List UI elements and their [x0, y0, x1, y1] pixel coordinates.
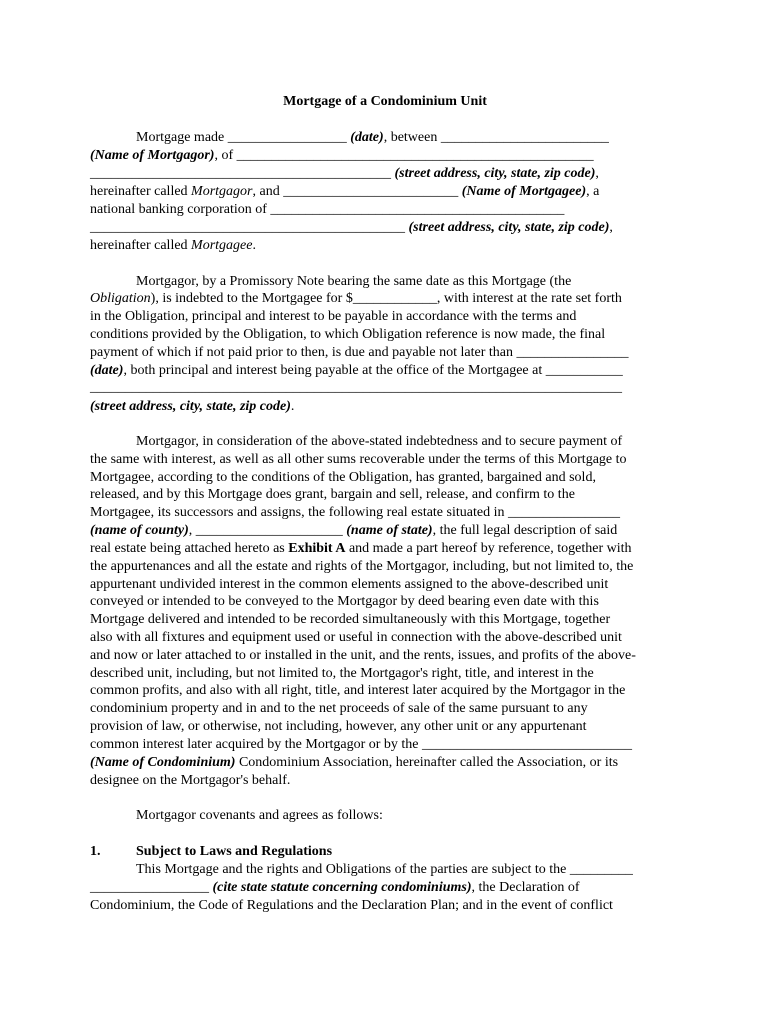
p3-line-17: provision of law, or otherwise, not including, however, any other unit or any appurtenant — [90, 719, 587, 734]
p3-line-7: real estate being attached hereto as Exhibit A and made a part hereof by reference, together with — [90, 541, 632, 556]
p2-line-6: (date), both principal and interest being payable at the office of the Mortgagee at ___________ — [90, 363, 623, 378]
p3-line-10: conveyed or intended to be conveyed to the Mortgagor by deed bearing even date with this — [90, 594, 599, 609]
p1-line-7: hereinafter called Mortgagee. — [90, 238, 256, 253]
p3-line-18: common interest later acquired by the Mortgagor or by the ______________________________ — [90, 737, 633, 752]
p3-line-13: and now or later attached to or installed in the unit, and the rents, issues, and profits of the above- — [90, 648, 636, 663]
p2-line-5: payment of which if not paid prior to then, is due and payable not later than ________________ — [90, 345, 629, 360]
p3-line-2: the same with interest, as well as all other sums recoverable under the terms of this Mortgage to — [90, 452, 627, 467]
p3-line-15: common profits, and also with all right, title, and interest later acquired by the Mortgagor in the — [90, 683, 626, 698]
p3-line-19: (Name of Condominium) Condominium Association, hereinafter called the Association, or its — [90, 755, 619, 770]
p2-line-3: in the Obligation, principal and interest to be payable in accordance with the terms and — [90, 309, 577, 324]
p1-line-2: (Name of Mortgagor), of ___________________________________________________ — [90, 148, 594, 163]
p3-line-11: Mortgage delivered and intended to be recorded simultaneously with this Mortgage, together — [90, 612, 611, 627]
p3-line-9: appurtenant undivided interest in the common elements assigned to the above-described unit — [90, 577, 609, 592]
p2-line-2: Obligation), is indebted to the Mortgagee for $____________, with interest at the rate set forth — [90, 291, 622, 306]
p3-line-6: (name of county), _____________________ (name of state), the full legal description of said — [90, 523, 618, 538]
p4-line-1: Mortgagor covenants and agrees as follows: — [136, 808, 383, 823]
p3-line-1: Mortgagor, in consideration of the above-stated indebtedness and to secure payment of — [136, 434, 623, 449]
section-1-line-3: Condominium, the Code of Regulations and the Declaration Plan; and in the event of conflict — [90, 898, 613, 913]
p3-line-12: also with all fixtures and equipment used or useful in connection with the above-described unit — [90, 630, 622, 645]
p3-line-14: described unit, including, but not limited to, the Mortgagor's right, title, and interest in the — [90, 666, 594, 681]
p2-line-7: ____________________________________________________________________________ — [90, 380, 622, 395]
p1-line-4: hereinafter called Mortgagor, and _________________________ (Name of Mortgagee), a — [90, 184, 600, 199]
p1-line-6: _____________________________________________ (street address, city, state, zip code), — [90, 220, 613, 235]
p3-line-20: designee on the Mortgagor's behalf. — [90, 773, 291, 788]
section-1-line-1: This Mortgage and the rights and Obligations of the parties are subject to the _________ — [136, 862, 633, 877]
p2-line-8: (street address, city, state, zip code). — [90, 399, 295, 414]
section-1-heading: Subject to Laws and Regulations — [136, 844, 333, 859]
p3-line-8: the appurtenances and all the estate and rights of the Mortgagor, including, but not limited to, the — [90, 559, 634, 574]
p1-line-3: ___________________________________________ (street address, city, state, zip code), — [90, 166, 599, 181]
p3-line-5: Mortgagee, its successors and assigns, the following real estate situated in ________________ — [90, 505, 620, 520]
p2-line-4: conditions provided by the Obligation, to which Obligation reference is now made, the final — [90, 327, 606, 342]
document-title: Mortgage of a Condominium Unit — [283, 94, 487, 109]
p3-line-4: released, and by this Mortgage does grant, bargain and sell, release, and confirm to the — [90, 487, 575, 502]
p3-line-3: Mortgagee, according to the conditions of the Obligation, has granted, bargained and sold, — [90, 470, 596, 485]
p2-line-1: Mortgagor, by a Promissory Note bearing the same date as this Mortgage (the — [136, 274, 572, 289]
section-1-number: 1. — [90, 844, 101, 859]
p1-line-1: Mortgage made _________________ (date), between ________________________ — [136, 130, 609, 145]
p3-line-16: condominium property and in and to the net proceeds of sale of the same pursuant to any — [90, 701, 588, 716]
p1-line-5: national banking corporation of __________________________________________ — [90, 202, 565, 217]
section-1-line-2: _________________ (cite state statute concerning condominiums), the Declaration of — [90, 880, 580, 895]
